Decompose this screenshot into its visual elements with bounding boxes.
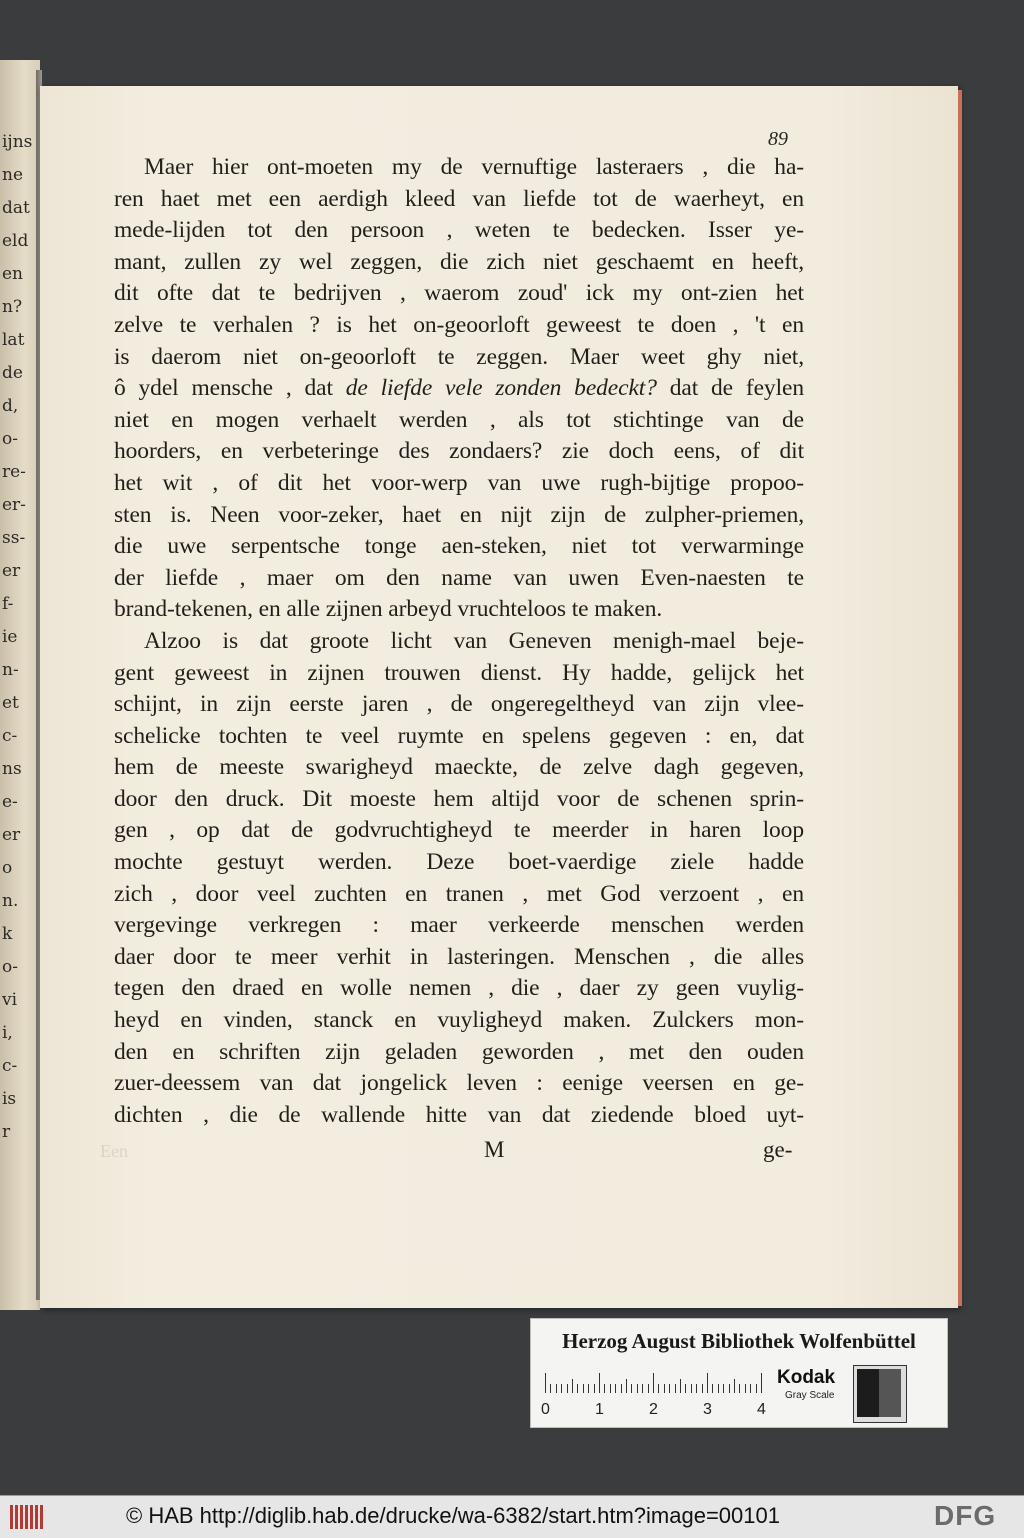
ruler-label: 1 — [595, 1401, 604, 1418]
ruler-label: 2 — [649, 1401, 658, 1418]
prev-page-fragment: k — [2, 924, 13, 944]
prev-page-fragment: n. — [2, 891, 19, 911]
prev-page-fragment: r — [2, 1122, 11, 1142]
prev-page-fragment: d, — [2, 396, 19, 416]
text-line: mochte gestuyt werden. Deze boet-vaerdige ziele hadde — [114, 849, 804, 876]
text-line: gen , op dat de godvruchtigheyd te meerder in haren loop — [114, 817, 804, 844]
text-line: den en schriften zijn geladen geworden , met den ouden — [114, 1038, 804, 1065]
ruler-tick — [750, 1384, 751, 1393]
text-line: brand-tekenen, en alle zijnen arbeyd vruchteloos te maken. — [114, 596, 663, 623]
ruler-tick — [658, 1384, 659, 1393]
text-run: ô ydel mensche , dat — [114, 375, 346, 402]
text-line: mede-lijden tot den persoon , weten te bedecken. Isser ye- — [114, 217, 804, 244]
text-line: vergevinge verkregen : maer verkeerde menschen werden — [114, 912, 804, 939]
dfg-logo: DFG — [934, 1500, 997, 1531]
prev-page-fragment: ijns — [2, 132, 33, 152]
prev-page-fragment: c- — [2, 1056, 18, 1076]
ruler-tick — [545, 1373, 546, 1393]
prev-page-fragment: ss- — [2, 528, 26, 548]
ruler-tick — [653, 1373, 654, 1393]
prev-page-fragment: o- — [2, 429, 18, 449]
ruler-scale — [545, 1373, 781, 1393]
text-line: hoorders, en verbeteringe des zondaers? zie doch eens, of dit — [114, 438, 804, 465]
prev-page-fragment: c- — [2, 726, 18, 746]
text-line: Maer hier ont-moeten my de vernuftige lasteraers , die ha- — [144, 154, 804, 180]
gray-scale-label: Gray Scale — [785, 1390, 835, 1401]
text-line: tegen den draed en wolle nemen , die , daer zy geen vuylig- — [114, 975, 804, 1002]
page-number: 89 — [768, 128, 788, 150]
page-edge-red — [958, 90, 962, 1306]
ruler-tick — [567, 1384, 568, 1393]
ruler-tick — [685, 1384, 686, 1393]
text-line: ren haet met een aerdigh kleed van liefde tot de waerheyt, en — [114, 185, 804, 212]
ruler-tick — [756, 1384, 757, 1393]
ruler-tick — [696, 1384, 697, 1393]
text-line: niet en mogen verhaelt werden , als tot stichtinge van de — [114, 406, 804, 433]
previous-page-edge — [0, 60, 40, 1310]
ruler-tick — [588, 1384, 589, 1393]
prev-page-fragment: er- — [2, 495, 26, 515]
text-run: dat de feylen — [656, 375, 804, 402]
ruler-tick — [691, 1384, 692, 1393]
text-line: Alzoo is dat groote licht van Geneven menigh-mael beje- — [144, 627, 804, 654]
prev-page-fragment: et — [2, 693, 19, 713]
ruler-tick — [577, 1384, 578, 1393]
ruler-tick — [615, 1384, 616, 1393]
ruler-tick — [572, 1379, 573, 1393]
ruler-tick — [729, 1384, 730, 1393]
text-line: schelicke tochten te veel ruymte en spelens gegeven : en, dat — [114, 722, 804, 749]
ruler-tick — [723, 1384, 724, 1393]
ruler-tick — [675, 1384, 676, 1393]
text-line: het wit , of dit het voor-werp van uwe rugh-bijtige propoo- — [114, 469, 804, 496]
text-line: is daerom niet on-geoorloft te zeggen. Maer weet ghy niet, — [114, 343, 804, 370]
ruler-tick — [626, 1379, 627, 1393]
prev-page-fragment: n- — [2, 660, 19, 680]
prev-page-fragment: ne — [2, 165, 24, 185]
ruler-tick — [610, 1384, 611, 1393]
prev-page-fragment: f- — [2, 594, 14, 614]
text-line: daer door te meer verhit in lasteringen. Menschen , die alles — [114, 943, 804, 970]
ruler-label: 0 — [541, 1401, 550, 1418]
prev-page-fragment: re- — [2, 462, 26, 482]
gray-swatch-black — [857, 1369, 879, 1417]
text-line: door den druck. Dit moeste hem altijd voor de schenen sprin- — [114, 785, 804, 812]
ruler-tick — [707, 1373, 708, 1393]
ruler-tick — [648, 1384, 649, 1393]
footer-url[interactable]: © HAB http://diglib.hab.de/drucke/wa-6382/start.htm?image=00101 — [126, 1503, 780, 1528]
ruler-tick — [631, 1384, 632, 1393]
ruler-tick — [718, 1384, 719, 1393]
ruler-label: 4 — [757, 1401, 766, 1418]
prev-page-fragment: de — [2, 363, 23, 383]
italic-quote: de liefde vele zonden bedeckt? — [345, 375, 657, 402]
text-line: dichten , die de wallende hitte van dat ziedende bloed uyt- — [114, 1101, 804, 1128]
catchword: ge- — [763, 1137, 793, 1162]
ruler-tick — [669, 1384, 670, 1393]
show-through-text: Een — [100, 1141, 128, 1161]
ruler-tick — [680, 1379, 681, 1393]
ruler-tick — [561, 1384, 562, 1393]
text-line: zich , door veel zuchten en tranen , met God verzoent , en — [114, 880, 804, 907]
ruler-tick — [664, 1384, 665, 1393]
prev-page-fragment: ie — [2, 627, 18, 647]
prev-page-fragment: vi — [2, 990, 18, 1010]
ruler-tick — [739, 1384, 740, 1393]
ruler-tick — [637, 1384, 638, 1393]
ruler-tick — [550, 1384, 551, 1393]
ruler-tick — [621, 1384, 622, 1393]
gray-swatch-dark — [879, 1369, 901, 1417]
prev-page-fragment: er — [2, 825, 21, 845]
signature-mark: M — [484, 1137, 505, 1162]
prev-page-fragment: lat — [2, 330, 25, 350]
page-text — [114, 152, 804, 1131]
prev-page-fragment: en — [2, 264, 24, 284]
text-line: hem de meeste swarigheyd maeckte, de zelve dagh gegeven, — [114, 754, 804, 781]
text-line: dit ofte dat te bedrijven , waerom zoud' ick my ont-zien het — [114, 280, 804, 307]
text-line: der liefde , maer om den name van uwen Even-naesten te — [114, 564, 804, 591]
ruler-label: 3 — [703, 1401, 712, 1418]
ruler-tick — [712, 1384, 713, 1393]
prev-page-fragment: n? — [2, 297, 23, 317]
text-line — [114, 373, 804, 405]
prev-page-fragment: is — [2, 1089, 17, 1109]
ruler-tick — [556, 1384, 557, 1393]
ruler-tick — [599, 1373, 600, 1393]
ruler-tick — [594, 1384, 595, 1393]
text-line: gent geweest in zijnen trouwen dienst. Hy hadde, gelijck het — [114, 659, 804, 686]
prev-page-fragment: er — [2, 561, 21, 581]
color-calibration-card — [530, 1318, 948, 1428]
text-line: mant, zullen zy wel zeggen, die zich niet geschaemt en heeft, — [114, 248, 804, 275]
prev-page-fragment: dat — [2, 198, 30, 218]
ruler-tick — [604, 1384, 605, 1393]
prev-page-fragment: e- — [2, 792, 18, 812]
prev-page-fragment: o- — [2, 957, 18, 977]
prev-page-fragment: o — [2, 858, 13, 878]
ruler-tick — [734, 1379, 735, 1393]
footer-bar — [0, 1495, 1024, 1538]
ruler-tick — [761, 1373, 762, 1393]
ruler-tick — [702, 1384, 703, 1393]
prev-page-fragment: eld — [2, 231, 29, 251]
text-line: zelve te verhalen ? is het on-geoorloft geweest te doen , 't en — [114, 311, 804, 338]
text-line: sten is. Neen voor-zeker, haet en nijt zijn de zulpher-priemen, — [114, 501, 804, 528]
ruler-tick — [642, 1384, 643, 1393]
ruler-tick — [745, 1384, 746, 1393]
prev-page-fragment: ns — [2, 759, 22, 779]
text-line: heyd en vinden, stanck en vuyligheyd maken. Zulckers mon- — [114, 1007, 804, 1034]
card-title: Herzog August Bibliothek Wolfenbüttel — [562, 1329, 916, 1353]
prev-page-fragment: i, — [2, 1023, 13, 1043]
text-line: die uwe serpentsche tonge aen-steken, niet tot verwarminge — [114, 533, 804, 560]
kodak-logo: Kodak — [777, 1367, 836, 1388]
text-line: zuer-deessem van dat jongelick leven : eenige veersen en ge- — [114, 1070, 804, 1097]
ruler-tick — [583, 1384, 584, 1393]
text-line: schijnt, in zijn eerste jaren , de ongeregeltheyd van zijn vlee- — [114, 691, 804, 718]
hab-logo-icon — [10, 1505, 44, 1529]
